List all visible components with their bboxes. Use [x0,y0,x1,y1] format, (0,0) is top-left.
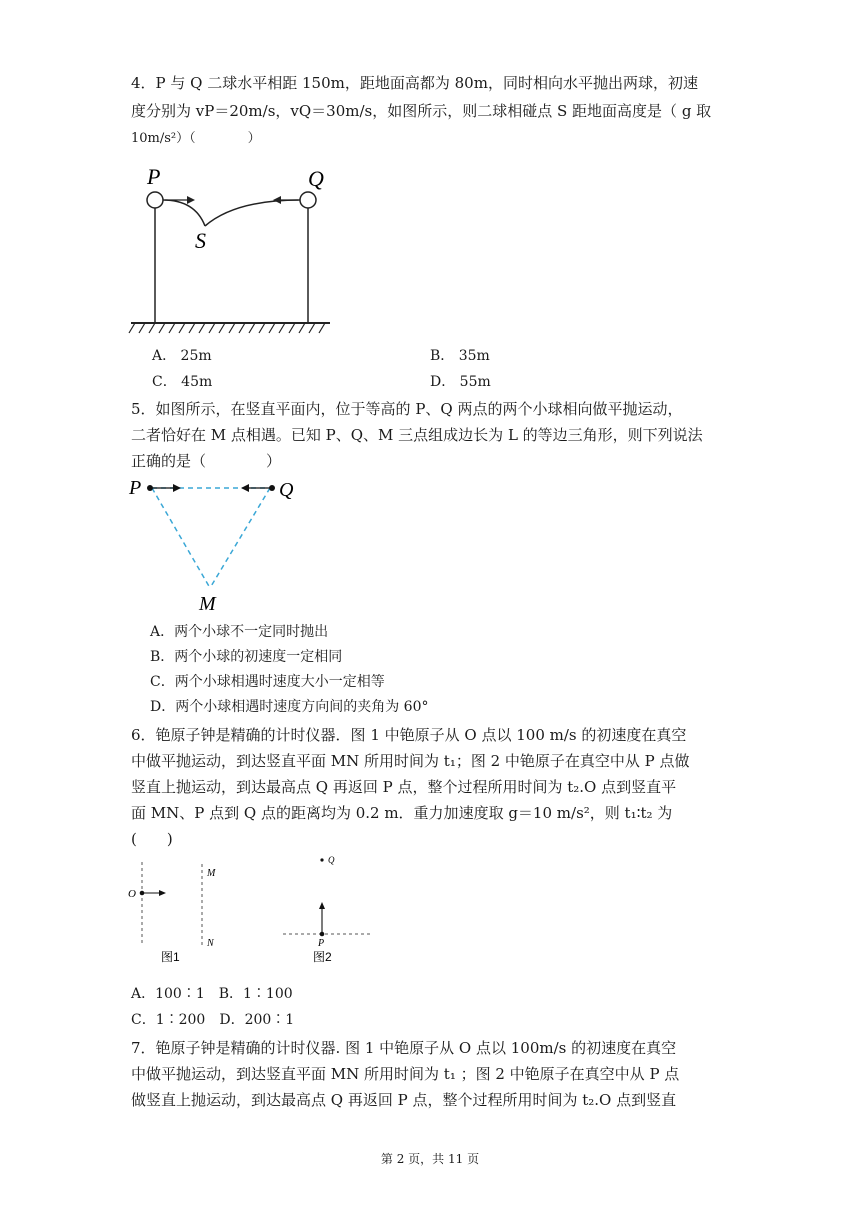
ball-p [147,192,163,208]
side-qm [210,488,270,588]
arrow-q [241,484,249,492]
q5-line-3: 正确的是（ ） [131,452,282,470]
ball-q [300,192,316,208]
q5-option-c: C．两个小球相遇时速度大小一定相等 [150,674,385,690]
q5-line-1: 5．如图所示，在竖直平面内，位于等高的 P、Q 两点的两个小球相向做平抛运动， [131,400,683,418]
page-footer: 第 2 页，共 11 页 [380,1152,480,1166]
q6-line-1: 6．铯原子钟是精确的计时仪器．图 1 中铯原子从 O 点以 100 m/s 的初速度在真空 [131,726,687,744]
q6-line-3: 竖直上抛运动，到达最高点 Q 再返回 P 点，整个过程所用时间为 t₂.O 点到竖直平 [131,778,677,796]
trajectory-p [163,200,205,226]
trajectory-q [205,200,300,226]
label-p: P [129,477,142,499]
q4-option-c: C． 45m [152,374,213,390]
q4-option-b: B． 35m [430,348,490,364]
q5-option-b: B．两个小球的初速度一定相同 [150,649,343,665]
q4-option-d: D． 55m [430,374,491,390]
velocity-arrow-p [319,902,325,909]
q6-options-row-1: A．100∶1 B．1∶100 [131,986,293,1002]
label-q: Q [279,479,294,501]
caption-fig1: 图1 [161,950,180,964]
q5-figure [125,472,315,617]
label-q: Q [328,855,335,865]
q4-line-2: 度分别为 vP＝20m/s，vQ＝30m/s，如图所示，则二球相碰点 S 距地面高度是（ g 取 [131,102,712,120]
q5-option-a: A．两个小球不一定同时抛出 [150,624,329,640]
ground-hatch [129,323,325,333]
label-p: P [318,938,325,949]
label-s: S [195,228,206,253]
caption-fig2: 图2 [313,950,332,964]
point-o [140,891,145,896]
q7-line-3: 做竖直上抛运动，到达最高点 Q 再返回 P 点，整个过程所用时间为 t₂.O 点到竖直 [131,1091,677,1109]
point-q [320,858,323,861]
q7-line-1: 7．铯原子钟是精确的计时仪器. 图 1 中铯原子从 O 点以 100m/s 的初速度在真空 [131,1039,677,1057]
point-p [320,932,325,937]
q7-line-2: 中做平抛运动，到达竖直平面 MN 所用时间为 t₁ ；图 2 中铯原子在真空中从 P 点 [131,1065,680,1083]
q4-option-a: A． 25m [152,348,212,364]
q6-line-5: ( ) [131,830,173,848]
velocity-arrow-o [159,890,166,896]
arrow-p [173,484,181,492]
q4-line-1: 4．P 与 Q 二球水平相距 150m，距地面高都为 80m，同时相向水平抛出两球，初速 [131,74,698,92]
label-n: N [207,938,214,949]
q4-figure [125,160,340,340]
label-m: M [199,593,216,615]
q4-line-3: 10m/s²）（ ） [131,131,261,146]
q6-figure [125,852,385,972]
q5-line-2: 二者恰好在 M 点相遇。已知 P、Q、M 三点组成边长为 L 的等边三角形，则下列说法 [131,426,703,444]
side-pm [152,488,210,588]
label-p: P [147,164,161,189]
q5-option-d: D．两个小球相遇时速度方向间的夹角为 60° [150,699,429,715]
label-m: M [207,868,216,879]
label-o: O [128,888,136,900]
q6-line-4: 面 MN、P 点到 Q 点的距离均为 0.2 m．重力加速度取 g＝10 m/s²，则 t₁∶t₂ 为 [131,804,673,822]
point-p [147,485,153,491]
q6-options-row-2: C．1∶200 D．200∶1 [131,1012,295,1028]
q6-line-2: 中做平抛运动，到达竖直平面 MN 所用时间为 t₁；图 2 中铯原子在真空中从 P 点做 [131,752,690,770]
label-q: Q [308,166,324,191]
point-q [269,485,275,491]
